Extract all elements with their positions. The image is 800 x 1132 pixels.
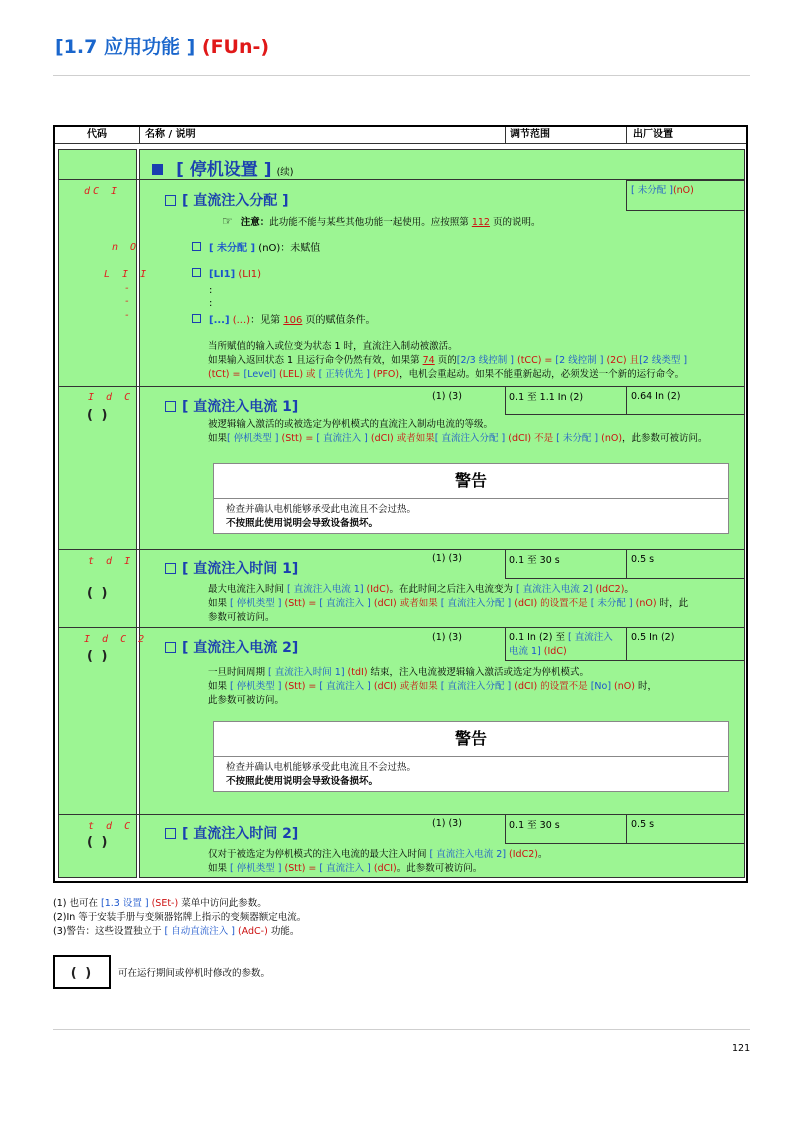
tdi-l2-link1: [ 停机类型 ] bbox=[230, 598, 282, 609]
idc2-l2-tail: 时， bbox=[637, 681, 657, 692]
tdc-l1a: 仅对于被选定为停机模式的注入电流的最大注入时间 bbox=[208, 849, 430, 860]
dci-p2-c2: (2C) 且 bbox=[603, 355, 640, 366]
code-tdi: t d I bbox=[88, 556, 134, 567]
idc2-range-a: 0.1 In (2) 至 bbox=[509, 632, 568, 643]
tdi-l2-c2: (dCI) 或者如果 bbox=[370, 598, 441, 609]
code-li1: L I I bbox=[104, 269, 150, 280]
idc-l2-c1: (Stt) = bbox=[278, 433, 317, 444]
note-tail: 页的说明。 bbox=[489, 217, 541, 228]
tdi-l2-link4: [ 未分配 ] bbox=[590, 598, 633, 609]
footnote-2: (2)In 等于安装手册与变频器铭牌上指示的变频器额定电流。 bbox=[53, 912, 307, 923]
tdi-default: 0.5 s bbox=[631, 554, 655, 565]
idc-notes: (1) (3) bbox=[432, 391, 462, 402]
footnote-3-link: [ 自动直流注入 ] bbox=[164, 926, 235, 937]
header-default: 出厂设置 bbox=[633, 129, 673, 140]
dci-p2b: 页的 bbox=[434, 355, 457, 366]
run-modifiable-icon: ( ) bbox=[87, 649, 110, 664]
section-cont: (续) bbox=[276, 167, 294, 178]
header-divider bbox=[55, 143, 746, 144]
warning-box-1 bbox=[213, 463, 729, 534]
code-no: n O bbox=[112, 242, 140, 253]
bottom-rule bbox=[53, 1029, 750, 1030]
idc-l2a: 如果 bbox=[208, 433, 228, 444]
idc-l2-link3: [ 直流注入分配 ] bbox=[434, 433, 506, 444]
option-other-page-link[interactable]: 106 bbox=[283, 315, 303, 326]
footnote-3 bbox=[53, 925, 753, 939]
idc-l2-c2: (dCI) 或者如果 bbox=[367, 433, 435, 444]
dci-p2-link3: [2 线类型 ] bbox=[639, 355, 688, 366]
option-other bbox=[192, 313, 376, 328]
param-tdc-name: [ 直流注入时间 2] bbox=[182, 826, 299, 842]
tdc-desc-line2 bbox=[208, 862, 743, 876]
dci-p2-link2: [2 线控制 ] bbox=[555, 355, 604, 366]
idc2-l2-link1: [ 停机类型 ] bbox=[230, 681, 282, 692]
checkbox-icon bbox=[165, 642, 176, 653]
idc2-l2a: 如果 bbox=[208, 681, 231, 692]
dci-p2-c1: (tCC) = bbox=[513, 355, 556, 366]
warning-line2: 不按照此使用说明会导致设备损坏。 bbox=[226, 518, 379, 529]
param-idc2-name: [ 直流注入电流 2] bbox=[182, 640, 299, 656]
dci-p3-tail: ，电机会重起动。如果不能重新起动，必须发送一个新的运行命令。 bbox=[399, 369, 685, 380]
code-dash-1: - bbox=[124, 283, 134, 294]
param-idc2 bbox=[165, 637, 298, 657]
footnote-1-a: (1) 也可在 bbox=[53, 898, 101, 909]
header-code: 代码 bbox=[87, 129, 107, 140]
tdi-desc-line3: 参数可被访问。 bbox=[208, 612, 275, 623]
run-modifiable-icon: ( ) bbox=[87, 835, 110, 850]
option-no bbox=[192, 241, 320, 256]
dci-p3-c1: (tCt) = bbox=[208, 369, 244, 380]
title-text: [1.7 应用功能 ] bbox=[55, 36, 196, 58]
header-name: 名称 / 说明 bbox=[145, 129, 196, 140]
tdc-l1-end: 。 bbox=[537, 849, 548, 860]
param-tdi bbox=[165, 558, 298, 578]
idc-desc-line2 bbox=[208, 432, 743, 446]
idc2-range-link: [ 直流注入 bbox=[567, 632, 613, 643]
idc2-description bbox=[208, 666, 743, 708]
idc2-l2-c1: (Stt) = bbox=[281, 681, 320, 692]
option-li1 bbox=[192, 267, 261, 282]
tdi-l1-c2: (IdC2) bbox=[592, 584, 625, 595]
dci-note bbox=[222, 214, 540, 230]
checkbox-icon bbox=[165, 195, 176, 206]
idc2-desc-line3: 此参数可被访问。 bbox=[208, 695, 285, 706]
idc-range: 0.1 至 1.1 In (2) bbox=[509, 392, 584, 403]
footnote-3-code: (AdC-) bbox=[234, 926, 268, 937]
idc-l2-link4: [ 未分配 ] bbox=[556, 433, 599, 444]
page-number: 121 bbox=[732, 1043, 751, 1054]
option-no-label: [ 未分配 ] bbox=[209, 243, 256, 254]
tdc-l2a: 如果 bbox=[208, 863, 231, 874]
tdc-description bbox=[208, 848, 743, 876]
legend-icon-box bbox=[53, 955, 111, 989]
dci-p3-c2: (LEL) 或 bbox=[276, 369, 319, 380]
dci-default bbox=[631, 184, 694, 198]
tdc-l2-c1: (Stt) = bbox=[281, 863, 320, 874]
warning-line1: 检查并确认电机能够承受此电流且不会过热。 bbox=[226, 504, 417, 515]
tdi-l2-tail: 时，此 bbox=[659, 598, 689, 609]
legend-text: 可在运行期间或停机时修改的参数。 bbox=[118, 968, 271, 979]
checkbox-icon bbox=[192, 242, 201, 251]
idc-l2-link2: [ 直流注入 ] bbox=[316, 433, 368, 444]
option-li1-tail: (LI1) bbox=[235, 269, 262, 280]
idc2-l1-tail: 结束，注入电流被逻辑输入激活或选定为停机模式。 bbox=[367, 667, 590, 678]
pointing-hand-icon: ☞ bbox=[222, 214, 233, 228]
code-idc2: I d C 2 bbox=[84, 634, 148, 645]
header-range: 调节范围 bbox=[510, 129, 550, 140]
dci-p3-c3: (PFO) bbox=[370, 369, 400, 380]
square-bullet-icon bbox=[152, 164, 163, 175]
idc-l2-tail: ，此参数可被访问。 bbox=[622, 433, 708, 444]
dci-description bbox=[208, 340, 738, 382]
tdi-description bbox=[208, 583, 743, 625]
tdi-l2-c4: (nO) bbox=[632, 598, 660, 609]
tdc-notes: (1) (3) bbox=[432, 818, 462, 829]
idc2-l2-link4: [No] bbox=[590, 681, 612, 692]
tdi-l2-link2: [ 直流注入 ] bbox=[319, 598, 371, 609]
run-modifiable-icon: ( ) bbox=[87, 586, 110, 601]
dci-p3-link1: [Level] bbox=[243, 369, 276, 380]
param-tdc bbox=[165, 823, 298, 843]
run-modifiable-icon: ( ) bbox=[87, 408, 110, 423]
tdc-l1-link: [ 直流注入电流 2] bbox=[429, 849, 507, 860]
section-title bbox=[152, 155, 294, 180]
idc2-l1a: 一旦时间周期 bbox=[208, 667, 269, 678]
footnote-1-tail: 菜单中访问此参数。 bbox=[178, 898, 267, 909]
tdi-range: 0.1 至 30 s bbox=[509, 555, 560, 566]
tdc-l2-c2: (dCI) bbox=[370, 863, 397, 874]
param-tdi-name: [ 直流注入时间 1] bbox=[182, 561, 299, 577]
note-page-link[interactable]: 112 bbox=[471, 217, 490, 228]
tdc-l1-c: (IdC2) bbox=[506, 849, 538, 860]
warning-title: 警告 bbox=[214, 464, 728, 499]
idc2-desc-line1 bbox=[208, 666, 743, 680]
option-other-text: ：见第 bbox=[250, 315, 284, 326]
tdi-desc-line2 bbox=[208, 597, 743, 611]
tdi-l2a: 如果 bbox=[208, 598, 231, 609]
param-idc-name: [ 直流注入电流 1] bbox=[182, 399, 299, 415]
warning-line2: 不按照此使用说明会导致设备损坏。 bbox=[226, 776, 379, 787]
header-sep-3 bbox=[626, 127, 627, 143]
run-modifiable-icon: ( ) bbox=[70, 966, 94, 981]
section-title-text: [ 停机设置 ] bbox=[176, 160, 272, 180]
idc2-notes: (1) (3) bbox=[432, 632, 462, 643]
option-other-tail: 页的赋值条件。 bbox=[302, 315, 376, 326]
dci-p2a: 如果输入返回状态 1 且运行命令仍然有效，如果第 bbox=[208, 355, 423, 366]
tdc-l2-tail: 。此参数可被访问。 bbox=[396, 863, 483, 874]
tdi-l1a: 最大电流注入时间 bbox=[208, 584, 288, 595]
tdi-l2-c1: (Stt) = bbox=[281, 598, 320, 609]
footnotes bbox=[53, 897, 753, 939]
dci-p2-page-link[interactable]: 74 bbox=[422, 355, 435, 366]
checkbox-icon bbox=[165, 563, 176, 574]
footnote-1-link: [1.3 设置 ] bbox=[101, 898, 149, 909]
idc-l2-c3: (dCI) 不是 bbox=[505, 433, 557, 444]
tdi-l1-c1: (IdC) bbox=[363, 584, 390, 595]
dci-p2-link1: [2/3 线控制 ] bbox=[456, 355, 514, 366]
dci-default-code: (nO) bbox=[672, 185, 694, 196]
idc2-l2-link3: [ 直流注入分配 ] bbox=[440, 681, 512, 692]
code-tdc: t d C bbox=[88, 821, 134, 832]
param-idc bbox=[165, 396, 298, 416]
idc2-l2-c3: (dCI) 的设置不是 bbox=[511, 681, 591, 692]
tdi-l2-link3: [ 直流注入分配 ] bbox=[440, 598, 512, 609]
checkbox-icon bbox=[165, 828, 176, 839]
code-column bbox=[58, 149, 140, 878]
idc-default: 0.64 In (2) bbox=[631, 391, 681, 402]
idc2-l2-c2: (dCI) 或者如果 bbox=[370, 681, 441, 692]
idc2-default: 0.5 In (2) bbox=[631, 632, 675, 643]
idc-desc-line1: 被逻辑输入激活的或被选定为停机模式的直流注入制动电流的等级。 bbox=[208, 419, 494, 430]
idc2-l1-link: [ 直流注入时间 1] bbox=[268, 667, 345, 678]
tdi-l1-link2: [ 直流注入电流 2] bbox=[515, 584, 593, 595]
tdc-range: 0.1 至 30 s bbox=[509, 820, 560, 831]
checkbox-icon bbox=[165, 401, 176, 412]
table-header bbox=[55, 127, 746, 143]
option-dots-1: : bbox=[209, 285, 213, 296]
code-idc: I d C bbox=[88, 392, 134, 403]
idc2-l1-c: (tdI) bbox=[344, 667, 368, 678]
dci-desc-line3 bbox=[208, 368, 738, 382]
footnote-3-a: (3)警告：这些设置独立于 bbox=[53, 926, 165, 937]
tdi-l2-c3: (dCI) 的设置不是 bbox=[511, 598, 591, 609]
checkbox-icon bbox=[192, 314, 201, 323]
idc2-l2-link2: [ 直流注入 ] bbox=[319, 681, 371, 692]
code-dash-3: - bbox=[124, 310, 134, 321]
idc-l2-link1: [ 停机类型 ] bbox=[227, 433, 279, 444]
top-rule bbox=[53, 75, 750, 76]
warning-box-2 bbox=[213, 721, 729, 792]
option-other-label: [...] bbox=[209, 315, 230, 326]
page-title bbox=[55, 32, 269, 59]
idc2-desc-line2 bbox=[208, 680, 743, 694]
param-dci bbox=[165, 190, 289, 210]
idc2-l2-c4: (nO) bbox=[611, 681, 638, 692]
idc-description bbox=[208, 418, 743, 446]
dci-default-label: [ 未分配 ] bbox=[631, 185, 673, 196]
header-sep-1 bbox=[139, 127, 140, 143]
footnote-1 bbox=[53, 897, 753, 911]
dci-desc-line2 bbox=[208, 354, 738, 368]
tdi-l1-link1: [ 直流注入电流 1] bbox=[287, 584, 364, 595]
note-text: 此功能不能与某些其他功能一起使用。应按照第 bbox=[269, 217, 472, 228]
tdc-l2-link2: [ 直流注入 ] bbox=[319, 863, 371, 874]
dci-p3-link2: [ 正转优先 ] bbox=[318, 369, 371, 380]
header-sep-2 bbox=[505, 127, 506, 143]
idc2-range-c: (IdC) bbox=[540, 646, 567, 657]
idc2-range bbox=[509, 631, 613, 659]
option-dots-2: : bbox=[209, 298, 213, 309]
tdi-notes: (1) (3) bbox=[432, 553, 462, 564]
tdi-l1-end: 。 bbox=[624, 584, 634, 595]
warning-line1: 检查并确认电机能够承受此电流且不会过热。 bbox=[226, 762, 417, 773]
code-dci: dC I bbox=[84, 186, 121, 197]
idc-l2-c4: (nO) bbox=[598, 433, 623, 444]
code-dash-2: - bbox=[124, 296, 134, 307]
title-code: (FUn-) bbox=[201, 36, 270, 58]
warning-title: 警告 bbox=[214, 722, 728, 757]
note-label: 注意： bbox=[240, 217, 270, 228]
tdi-desc-line1 bbox=[208, 583, 743, 597]
footnote-3-tail: 功能。 bbox=[267, 926, 300, 937]
tdc-l2-link1: [ 停机类型 ] bbox=[230, 863, 282, 874]
tdc-default: 0.5 s bbox=[631, 819, 655, 830]
option-no-tail: (nO)：未赋值 bbox=[255, 243, 321, 254]
tdi-l1-mid: 。在此时间之后注入电流变为 bbox=[389, 584, 516, 595]
tdc-desc-line1 bbox=[208, 848, 743, 862]
param-dci-name: [ 直流注入分配 ] bbox=[182, 193, 289, 209]
option-li1-label: [LI1] bbox=[209, 269, 236, 280]
dci-desc-line1: 当所赋值的输入或位变为状态 1 时，直流注入制动被激活。 bbox=[208, 341, 458, 352]
idc2-range-b: 电流 1] bbox=[509, 646, 541, 657]
footnote-1-code: (SEt-) bbox=[148, 898, 179, 909]
option-other-code: (...) bbox=[229, 315, 251, 326]
checkbox-icon bbox=[192, 268, 201, 277]
